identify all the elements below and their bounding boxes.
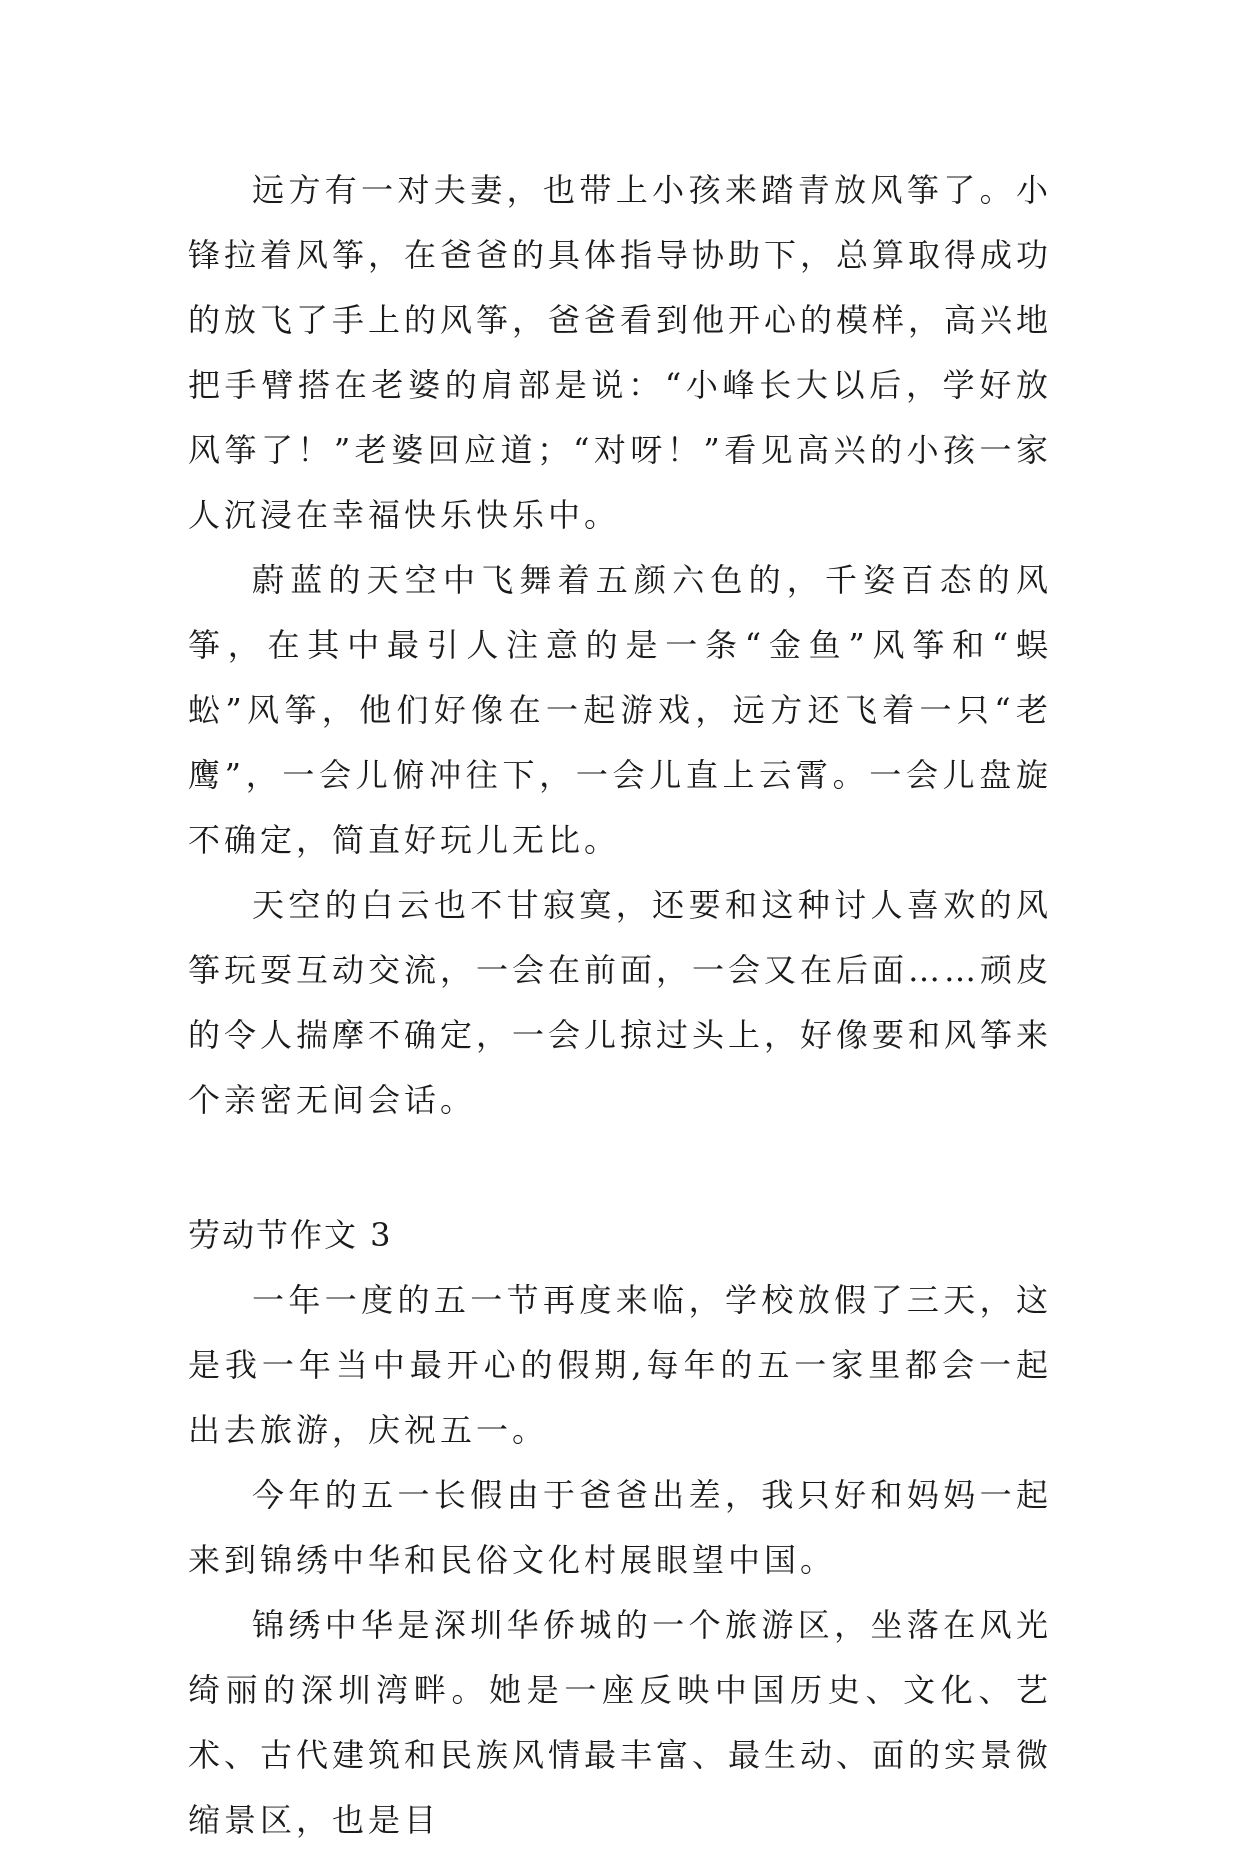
essay-title: 劳动节作文 3 xyxy=(188,1216,393,1254)
paragraph-trip-with-mom: 今年的五一长假由于爸爸出差，我只好和妈妈一起来到锦绣中华和民俗文化村展眼望中国。 xyxy=(188,1476,1052,1579)
paragraph-kite-family: 远方有一对夫妻，也带上小孩来踏青放风筝了。小锋拉着风筝，在爸爸的具体指导协助下，总算取得成功的放飞了手上的风筝，爸爸看到他开心的模样，高兴地把手臂搭在老婆的肩部是说：“小峰长大以后，学好放风筝了！”老婆回应道；“对呀！”看见高兴的小孩一家人沉浸在幸福快乐快乐中。 xyxy=(188,171,1053,534)
paragraph-white-clouds: 天空的白云也不甘寂寞，还要和这种讨人喜欢的风筝玩耍互动交流，一会在前面，一会又在后面……顽皮的令人揣摩不确定，一会儿掠过头上，好像要和风筝来个亲密无间会话。 xyxy=(188,886,1053,1119)
paragraph-splendid-china: 锦绣中华是深圳华侨城的一个旅游区，坐落在风光绮丽的深圳湾畔。她是一座反映中国历史、文化、艺术、古代建筑和民族风情最丰富、最生动、面的实景微缩景区，也是目 xyxy=(188,1606,1053,1839)
section-gap xyxy=(188,1133,1052,1203)
document-body xyxy=(188,158,1052,1853)
paragraph-colorful-kites: 蔚蓝的天空中飞舞着五颜六色的，千姿百态的风筝，在其中最引人注意的是一条“金鱼”风筝和“蜈蚣”风筝，他们好像在一起游戏，远方还飞着一只“老鹰”，一会儿俯冲往下，一会儿直上云霄。一会儿盘旋不确定，简直好玩儿无比。 xyxy=(188,561,1052,859)
paragraph-may-day-holiday: 一年一度的五一节再度来临，学校放假了三天，这是我一年当中最开心的假期,每年的五一家里都会一起出去旅游，庆祝五一。 xyxy=(188,1281,1052,1449)
